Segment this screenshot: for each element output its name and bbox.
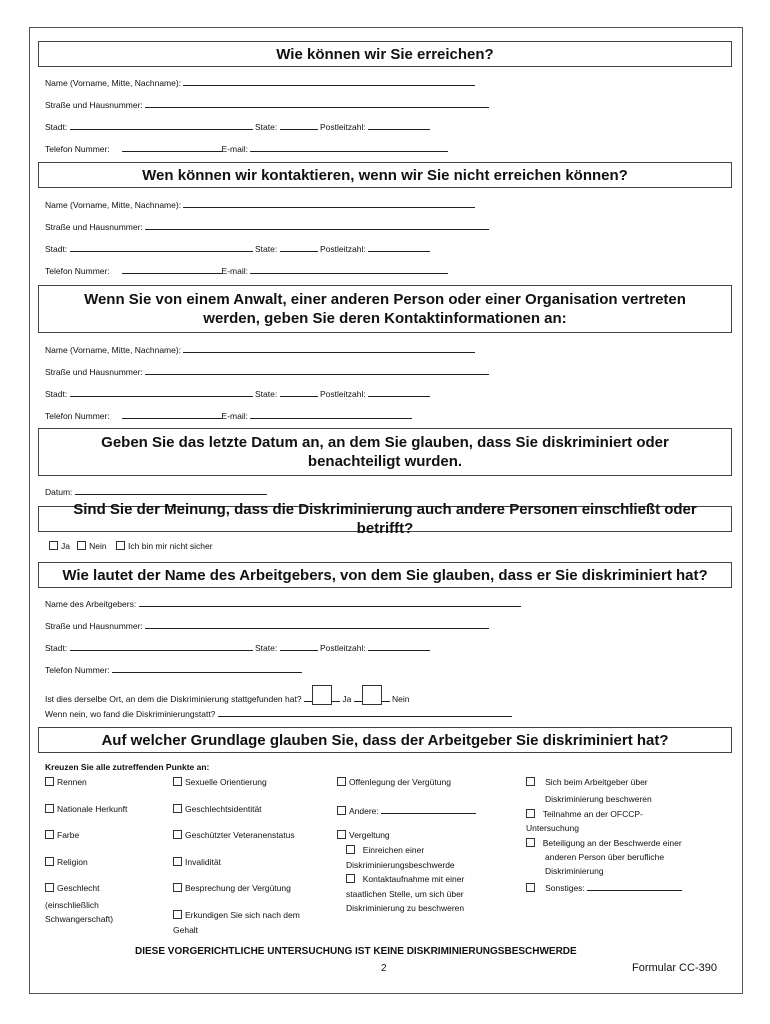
basis-salary-inquiry[interactable]: Erkundigen Sie sich nach dem xyxy=(173,910,300,921)
checkbox-icon[interactable] xyxy=(173,777,182,786)
rep-name-field[interactable] xyxy=(183,343,475,353)
checkbox-icon[interactable] xyxy=(173,830,182,839)
employer-address-row: Stadt: State: Postleitzahl: xyxy=(45,641,430,654)
contact-phone-field[interactable] xyxy=(122,142,222,152)
rep-phone-row: Telefon Nummer: E-mail: xyxy=(45,409,412,422)
section-header-representative: Wenn Sie von einem Anwalt, einer anderen Person oder einer Organisation vertreten werden, geben Sie deren Kontaktinformationen an: xyxy=(38,285,732,333)
checkbox-unsure[interactable] xyxy=(116,541,125,550)
basis-sex-detail-1: (einschließlich xyxy=(45,900,99,910)
checkbox-icon[interactable] xyxy=(526,809,535,818)
rep-city-field[interactable] xyxy=(70,387,253,397)
contact-state-field[interactable] xyxy=(280,120,318,130)
same-place-row: Ist dies derselbe Ort, an dem die Diskriminierung stattgefunden hat? Ja Nein xyxy=(45,685,410,705)
section-header-alternate-contact: Wen können wir kontaktieren, wenn wir Sie nicht erreichen können? xyxy=(38,162,732,188)
checkbox-icon[interactable] xyxy=(526,838,535,847)
rep-address-row: Stadt: State: Postleitzahl: xyxy=(45,387,430,400)
basis-other-field[interactable] xyxy=(381,804,476,814)
basis-national-origin[interactable]: Nationale Herkunft xyxy=(45,804,127,815)
section-header-contact: Wie können wir Sie erreichen? xyxy=(38,41,732,67)
checkbox-icon[interactable] xyxy=(45,830,54,839)
checkbox-icon[interactable] xyxy=(45,883,54,892)
section-header-basis: Auf welcher Grundlage glauben Sie, dass der Arbeitgeber Sie diskriminiert hat? xyxy=(38,727,732,753)
contact-address-row: Stadt: State: Postleitzahl: xyxy=(45,120,430,133)
employer-phone-field[interactable] xyxy=(112,663,302,673)
basis-sonstiges-field[interactable] xyxy=(587,881,682,891)
basis-pay-disclosure[interactable]: Offenlegung der Vergütung xyxy=(337,777,451,788)
date-field[interactable] xyxy=(75,485,267,495)
checkbox-icon[interactable] xyxy=(45,857,54,866)
contact-city-field[interactable] xyxy=(70,120,253,130)
check-all-instruction: Kreuzen Sie alle zutreffenden Punkte an: xyxy=(45,762,210,772)
alt-email-field[interactable] xyxy=(250,264,448,274)
basis-filing-complaint[interactable]: Einreichen einer xyxy=(346,845,424,856)
rep-phone-field[interactable] xyxy=(122,409,222,419)
checkbox-icon[interactable] xyxy=(45,804,54,813)
basis-complain-employer-detail: Diskriminierung beschweren xyxy=(545,794,652,804)
checkbox-icon[interactable] xyxy=(173,804,182,813)
rep-street-field[interactable] xyxy=(145,365,489,375)
checkbox-icon[interactable] xyxy=(526,777,535,786)
basis-contact-agency-detail-1: staatlichen Stelle, um sich über xyxy=(346,889,464,899)
basis-sex-detail-2: Schwangerschaft) xyxy=(45,914,114,924)
checkbox-icon[interactable] xyxy=(337,806,346,815)
employer-street-row: Straße und Hausnummer: xyxy=(45,619,489,632)
rep-zip-field[interactable] xyxy=(368,387,430,397)
where-row: Wenn nein, wo fand die Diskriminierungstatt? xyxy=(45,707,512,720)
checkbox-nein[interactable] xyxy=(77,541,86,550)
basis-contact-agency-detail-2: Diskriminierung zu beschweren xyxy=(346,903,465,913)
alt-zip-field[interactable] xyxy=(368,242,430,252)
alt-phone-field[interactable] xyxy=(122,264,222,274)
basis-sonstiges[interactable]: Sonstiges: xyxy=(526,881,682,894)
contact-zip-field[interactable] xyxy=(368,120,430,130)
where-field[interactable] xyxy=(218,707,512,717)
basis-others-complaint[interactable]: Beteiligung an der Beschwerde einer xyxy=(526,838,682,849)
basis-gender-identity[interactable]: Geschlechtsidentität xyxy=(173,804,262,815)
rep-street-row: Straße und Hausnummer: xyxy=(45,365,489,378)
checkbox-icon[interactable] xyxy=(337,777,346,786)
basis-sex[interactable]: Geschlecht xyxy=(45,883,100,894)
basis-other[interactable]: Andere: xyxy=(337,804,476,817)
contact-email-field[interactable] xyxy=(250,142,448,152)
basis-veteran-status[interactable]: Geschützter Veteranenstatus xyxy=(173,830,295,841)
checkbox-icon[interactable] xyxy=(173,883,182,892)
page-number: 2 xyxy=(381,963,387,974)
contact-name-row: Name (Vorname, Mitte, Nachname): xyxy=(45,76,475,89)
employer-street-field[interactable] xyxy=(145,619,489,629)
employer-name-field[interactable] xyxy=(139,597,521,607)
rep-name-row: Name (Vorname, Mitte, Nachname): xyxy=(45,343,475,356)
employer-state-field[interactable] xyxy=(280,641,318,651)
checkbox-icon[interactable] xyxy=(173,910,182,919)
basis-complain-employer[interactable]: Sich beim Arbeitgeber über xyxy=(526,777,648,788)
rep-state-field[interactable] xyxy=(280,387,318,397)
checkbox-same-place-nein[interactable] xyxy=(362,685,382,705)
contact-street-row: Straße und Hausnummer: xyxy=(45,98,489,111)
section-header-employer: Wie lautet der Name des Arbeitgebers, von dem Sie glauben, dass er Sie diskriminiert hat? xyxy=(38,562,732,588)
employer-name-row: Name des Arbeitgebers: xyxy=(45,597,521,610)
basis-disability[interactable]: Invalidität xyxy=(173,857,221,868)
others-options-row: Ja Nein Ich bin mir nicht sicher xyxy=(49,541,213,552)
basis-rennen[interactable]: Rennen xyxy=(45,777,87,788)
checkbox-icon[interactable] xyxy=(45,777,54,786)
section-header-others-affected: Sind Sie der Meinung, dass die Diskriminierung auch andere Personen einschließt oder betrifft? xyxy=(38,506,732,532)
basis-contact-agency[interactable]: Kontaktaufnahme mit einer xyxy=(346,874,464,885)
alt-city-field[interactable] xyxy=(70,242,253,252)
basis-sexual-orientation[interactable]: Sexuelle Orientierung xyxy=(173,777,267,788)
checkbox-ja[interactable] xyxy=(49,541,58,550)
basis-color[interactable]: Farbe xyxy=(45,830,79,841)
alt-street-row: Straße und Hausnummer: xyxy=(45,220,489,233)
employer-zip-field[interactable] xyxy=(368,641,430,651)
basis-others-complaint-detail-2: Diskriminierung xyxy=(545,866,604,876)
basis-ofccp-participation-detail: Untersuchung xyxy=(526,823,579,833)
footer-notice: DIESE VORGERICHTLICHE UNTERSUCHUNG IST KEINE DISKRIMINIERUNGSBESCHWERDE xyxy=(135,946,577,957)
checkbox-icon[interactable] xyxy=(337,830,346,839)
basis-pay-discussion[interactable]: Besprechung der Vergütung xyxy=(173,883,291,894)
alt-street-field[interactable] xyxy=(145,220,489,230)
rep-email-field[interactable] xyxy=(250,409,412,419)
checkbox-icon[interactable] xyxy=(346,845,355,854)
basis-others-complaint-detail-1: anderen Person über berufliche xyxy=(545,852,665,862)
alt-state-field[interactable] xyxy=(280,242,318,252)
contact-phone-row: Telefon Nummer: E-mail: xyxy=(45,142,448,155)
basis-retaliation[interactable]: Vergeltung xyxy=(337,830,390,841)
alt-phone-row: Telefon Nummer: E-mail: xyxy=(45,264,448,277)
checkbox-icon[interactable] xyxy=(526,883,535,892)
checkbox-icon[interactable] xyxy=(173,857,182,866)
contact-name-field[interactable] xyxy=(183,76,475,86)
basis-ofccp-participation[interactable]: Teilnahme an der OFCCP- xyxy=(526,809,643,820)
checkbox-icon[interactable] xyxy=(346,874,355,883)
alt-name-row: Name (Vorname, Mitte, Nachname): xyxy=(45,198,475,211)
checkbox-same-place-ja[interactable] xyxy=(312,685,332,705)
section-header-last-date: Geben Sie das letzte Datum an, an dem Sie glauben, dass Sie diskriminiert oder benachteiligt wurden. xyxy=(38,428,732,476)
contact-street-field[interactable] xyxy=(145,98,489,108)
alt-address-row: Stadt: State: Postleitzahl: xyxy=(45,242,430,255)
basis-filing-complaint-detail: Diskriminierungsbeschwerde xyxy=(346,860,455,870)
basis-salary-inquiry-detail: Gehalt xyxy=(173,925,199,935)
basis-religion[interactable]: Religion xyxy=(45,857,88,868)
alt-name-field[interactable] xyxy=(183,198,475,208)
form-number: Formular CC-390 xyxy=(632,962,717,974)
date-row: Datum: xyxy=(45,485,267,498)
employer-phone-row: Telefon Nummer: xyxy=(45,663,302,676)
employer-city-field[interactable] xyxy=(70,641,253,651)
